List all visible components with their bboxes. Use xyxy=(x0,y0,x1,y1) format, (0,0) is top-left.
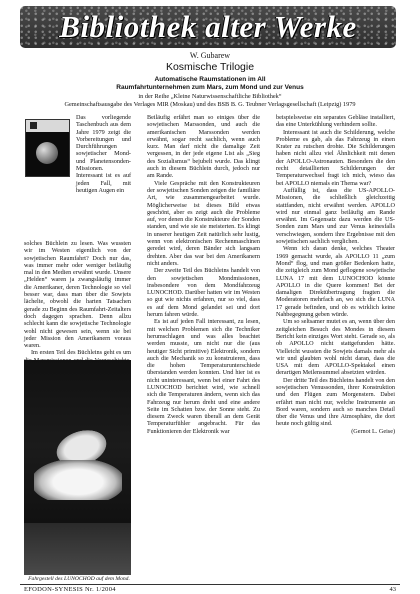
author-byline: W. Gubarew xyxy=(189,51,231,60)
publisher-line: Gemeinschaftsausgabe des Verlages MIR (Moskau) und des BSB B. G. Teubner Verlagsgesellschaft (Leipzig) 1979 xyxy=(64,101,356,108)
paragraph: Der zweite Teil des Büchleins handelt von den sowjetischen Mondmissionen, insbesondere von dem Mondfahrzeug LUNOCHOD. Darüber hatten wir im Westen so gut wie nichts erfahren, nur so viel, dass es auf dem Mond gelandet sei und dort herum fahren würde. xyxy=(147,267,260,319)
paragraph: Der dritte Teil des Büchleins handelt von den sowjetischen Venussonden, ihrer Konstruktion und den Flügen zum Morgenstern. Dabei erfährt man nicht nur, welche Instrumente an Bord waren, sondern auch so manches Detail über die Venus und ihre Atmosphäre, die dort heute noch gültig sind. xyxy=(276,376,396,428)
book-cover-image xyxy=(25,119,70,177)
series-line: in der Reihe „Kleine Naturwissenschaftliche Bibliothek“ xyxy=(138,93,282,100)
paragraph: Auffällig ist, dass die US-APOLLO-Missionen, die schließlich gleichzeitig stattfanden, nicht erwähnt werden. APOLLO wird nur einmal ganz beiläufig am Rande erwähnt. Im Gegensatz dazu werden die US-Sonden zum Mars und zur Venus keinesfalls verschwiegen, sondern ihre Ergebnisse mit den sowjetischen sachlich verglichen. xyxy=(276,186,395,246)
paragraph: Im ersten Teil des Büchleins geht es um xyxy=(31,349,131,357)
rover-body-shape xyxy=(34,460,122,500)
paragraph: Das vorliegende Taschenbuch aus dem Jahre 1979 zeigt die Vorbereitungen und Durchführungen sowjetischer Mond- und Planetensonden-Missionen. Interessant ist es auf jeden Fall, mit heutigen Augen ein xyxy=(76,114,131,194)
paragraph: beispielsweise ein separates Gebläse installiert, das eine Unterkühlung verhindern sollte. xyxy=(276,114,395,129)
banner-title: Bibliothek alter Werke xyxy=(59,9,357,44)
footer-publication: EFODON-SYNESIS Nr. 1/2004 xyxy=(24,586,116,593)
lunar-ground xyxy=(24,523,131,575)
column-2 xyxy=(147,114,260,435)
column-3 xyxy=(276,114,395,435)
paragraph: solches Büchlein zu lesen. Was wussten wir im Westen eigentlich von der sowjetischen Raumfahrt? Doch nur das, was immer mehr oder weniger beiläufig mal in den Medien erwähnt wurde. Unsere „Helden“ waren ja zwangsläufig immer die Amerikaner, deren Technologie so viel besser war, dass man über die Sowjets lächelte, obwohl die harten Tatsachen gerade zu Beginn des Raumfahrt-Zeitalters doch dagegen sprachen. Denn allzu schlecht kann die sowjetische Technologie wohl nicht gewesen sein, wenn sie bei jeder Mission den Amerikanern voraus waren. xyxy=(24,240,131,350)
header-banner xyxy=(20,6,396,48)
column-1-top xyxy=(76,114,131,194)
photo-caption: Fahrgestell des LUNOCHOD auf dem Mond. xyxy=(28,576,130,582)
planet-icon xyxy=(36,142,58,164)
paragraph: Es ist auf jeden Fall interessant, zu lesen, mit welchen Problemen sich die Techniker herumschlagen und was alles beachtet werden musste, um nicht nur die (aus heutiger Sicht primitive) Elektronik, sondern auch die Mechanik so zu konstruieren, dass die hohen Temperaturunterschiede überstanden werden konnten. Und hier ist es nicht uninteressant, wenn bei einer Fahrt des LUNOCHOD berichtet wird, wie schnell sich die Temperaturen ändern, wenn sich das Fahrzeug nur herum dreht und eine andere Seite im Schatten bzw. der Sonne steht. Zu diesem Zweck waren überall an dem Gerät Temperaturfühler angebracht. Für das Funktionieren der Elektronik war xyxy=(147,318,260,435)
paragraph: Um so seltsamer mutet es an, wenn über den zeitgleichen Besuch des Mondes in diesem Bericht kein einziges Wort steht. Gerade so, als ob APOLLO nicht stattgefunden hätte. Vielleicht wussten die Sowjets damals mehr als wir und glaubten wohl nicht daran, dass die USA mit dem APOLLO-Spektakel einen derartigen Meilensummel absetzten würden. xyxy=(276,318,395,377)
paragraph: Interessant ist auch die Schilderung, welche Probleme es gab, als das Fahrzeug in einen Krater zu rutschen drohte. Die Schilderungen haben nicht allzu viel Ähnlichkeit mit denen der APOLLO-Astronauten. Besonders die den recht detaillierten Schilderungen der Temperaturwechsel fragt ich mich, wieso das bei APOLLO niemals ein Thema war? xyxy=(276,128,395,187)
page-number: 43 xyxy=(389,586,396,593)
paragraph: Beiläufig erfährt man so einiges über die sowjetischen Marssonden, und auch die amerikanischen Marssonden werden erwähnt, sogar recht sachlich, wenn auch kurz. Man darf nicht die damalige Zeit vergessen, in der jede eigene List als „Sieg des Sozialismus“ bejubelt wurde. Das klingt auch in diesem Büchlein durch, jedoch nur am Rande. xyxy=(147,114,260,180)
article-title: Kosmische Trilogie xyxy=(165,61,255,73)
subtitle-line-2: Raumfahrtunternehmen zum Mars, zum Mond und zur Venus xyxy=(116,84,304,91)
footer-divider xyxy=(20,584,400,585)
signature: (Gernot L. Geise) xyxy=(351,427,395,435)
paragraph: Wenn ich daran denke, welches Theater 1969 gemacht wurde, als APOLLO 11 „zum Mond“ flog, und man größer Bedenken hatte, die zeitgleich zum Mond geflogene sowjetische LUNA 17 mit dem LUNOCHOD könnte APOLLO in die Quere kommen! Bei der damaligen Direktübertragung fragten die Moderatoren mehrfach an, wo sich die LUNA 17 gerade befinden, und ob es wirklich keine Nahbegegnung geben würde. xyxy=(276,245,395,319)
lunochod-photo xyxy=(24,360,131,575)
paragraph: Viele Gespräche mit den Konstrukteuren der sowjetischen Sonden zeigen die familiäre Art, wie zusammengearbeitet wurde. Möglicherweise ist dieses Bild etwas geschönt, aber es zeigt auch die Probleme auf, vor denen die Konstrukteure der Sonden standen, und wie sie sie meisterten. Es klingt in unserer heutigen Zeit natürlich sehr lustig, wenn von elektronischen Rechenmaschinen geredet wird, deren Bänder sich langsam drehten. Aber das war bei den Amerikanern nicht anders. xyxy=(147,179,260,267)
publisher-logo-icon xyxy=(30,122,37,129)
subtitle-line-1: Automatische Raumstationen im All xyxy=(154,76,266,83)
